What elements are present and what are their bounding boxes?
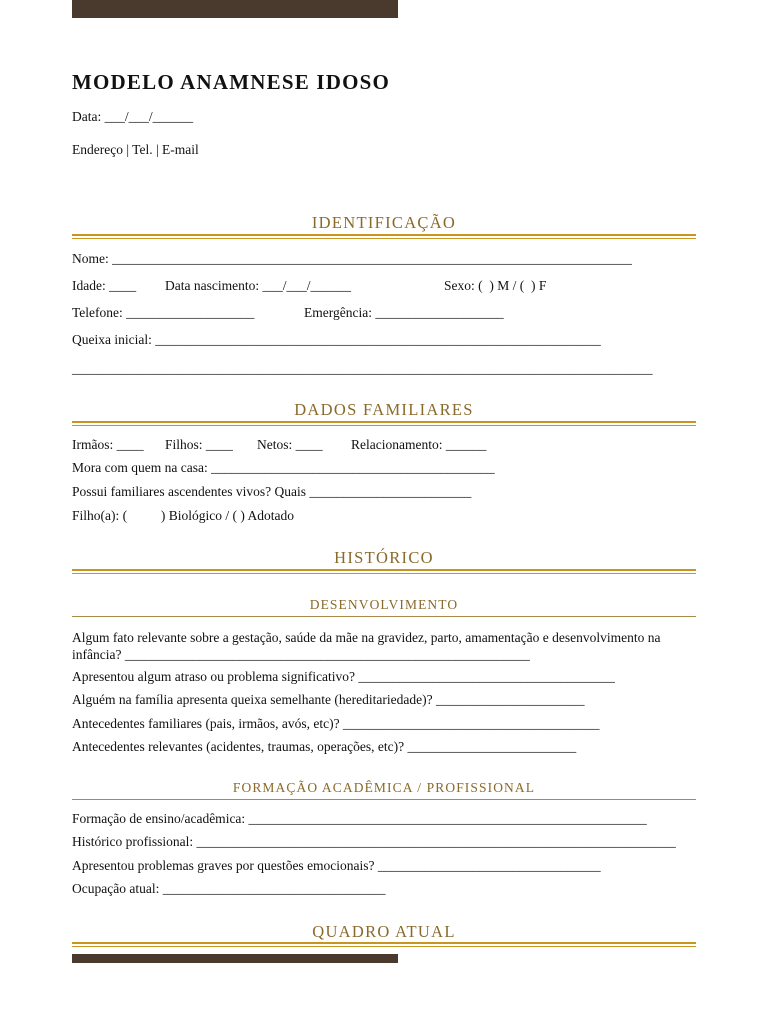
sexo-field[interactable]: Sexo: ( ) M / ( ) F (444, 278, 547, 293)
desenvolvimento-q1[interactable]: Algum fato relevante sobre a gestação, saúde da mãe na gravidez, parto, amamentação e desenvolvimento na infância? ____________________________________________________________ (72, 630, 661, 662)
netos-field[interactable]: Netos: ____ (257, 437, 323, 452)
bottom-decorative-bar (72, 954, 398, 963)
desenvolvimento-q3[interactable]: Alguém na família apresenta queixa semelhante (hereditariedade)? ______________________ (72, 692, 585, 707)
section-familiares-title: DADOS FAMILIARES (294, 400, 474, 419)
formacao-q1[interactable]: Formação de ensino/acadêmica: ___________________________________________________________ (72, 811, 647, 826)
top-decorative-bar (72, 0, 398, 18)
section-identificacao-title: IDENTIFICAÇÃO (311, 213, 457, 232)
subsection-divider (72, 616, 696, 617)
filho-field[interactable]: Filho(a): ( ) Biológico / ( ) Adotado (72, 508, 294, 523)
ascendentes-field[interactable]: Possui familiares ascendentes vivos? Quais ________________________ (72, 484, 472, 499)
subsection-formacao-title: FORMAÇÃO ACADÊMICA / PROFISSIONAL (232, 780, 536, 795)
nascimento-field[interactable]: Data nascimento: ___/___/______ (165, 278, 351, 293)
irmaos-field[interactable]: Irmãos: ____ (72, 437, 144, 452)
contact-line: Endereço | Tel. | E-mail (72, 142, 199, 157)
filhos-field[interactable]: Filhos: ____ (165, 437, 233, 452)
page-title: MODELO ANAMNESE IDOSO (72, 70, 391, 94)
queixa-field[interactable]: Queixa inicial: __________________________________________________________________ (72, 332, 601, 347)
desenvolvimento-q5[interactable]: Antecedentes relevantes (acidentes, traumas, operações, etc)? _________________________ (72, 739, 577, 754)
formacao-q4[interactable]: Ocupação atual: _________________________________ (72, 881, 386, 896)
formacao-q2[interactable]: Histórico profissional: _______________________________________________________________________ (72, 834, 676, 849)
subsection-desenvolvimento-title: DESENVOLVIMENTO (309, 597, 459, 612)
mora-field[interactable]: Mora com quem na casa: __________________________________________ (72, 460, 495, 475)
nome-field[interactable]: Nome: _____________________________________________________________________________ (72, 251, 632, 266)
section-divider (72, 569, 696, 574)
date-line: Data: ___/___/______ (72, 109, 194, 124)
section-divider (72, 421, 696, 426)
subsection-divider (72, 799, 696, 800)
section-quadro-title: QUADRO ATUAL (312, 922, 456, 941)
telefone-field[interactable]: Telefone: ___________________ (72, 305, 255, 320)
desenvolvimento-q4[interactable]: Antecedentes familiares (pais, irmãos, avós, etc)? ______________________________________ (72, 716, 600, 731)
section-divider (72, 942, 696, 947)
section-historico-title: HISTÓRICO (334, 548, 434, 567)
queixa-blank-line[interactable]: ______________________________________________________________________________________ (72, 361, 653, 376)
desenvolvimento-q2[interactable]: Apresentou algum atraso ou problema significativo? ______________________________________ (72, 669, 615, 684)
formacao-q3[interactable]: Apresentou problemas graves por questões emocionais? _________________________________ (72, 858, 601, 873)
section-divider (72, 234, 696, 239)
idade-field[interactable]: Idade: ____ (72, 278, 137, 293)
emergencia-field[interactable]: Emergência: ___________________ (304, 305, 504, 320)
relacionamento-field[interactable]: Relacionamento: ______ (351, 437, 487, 452)
